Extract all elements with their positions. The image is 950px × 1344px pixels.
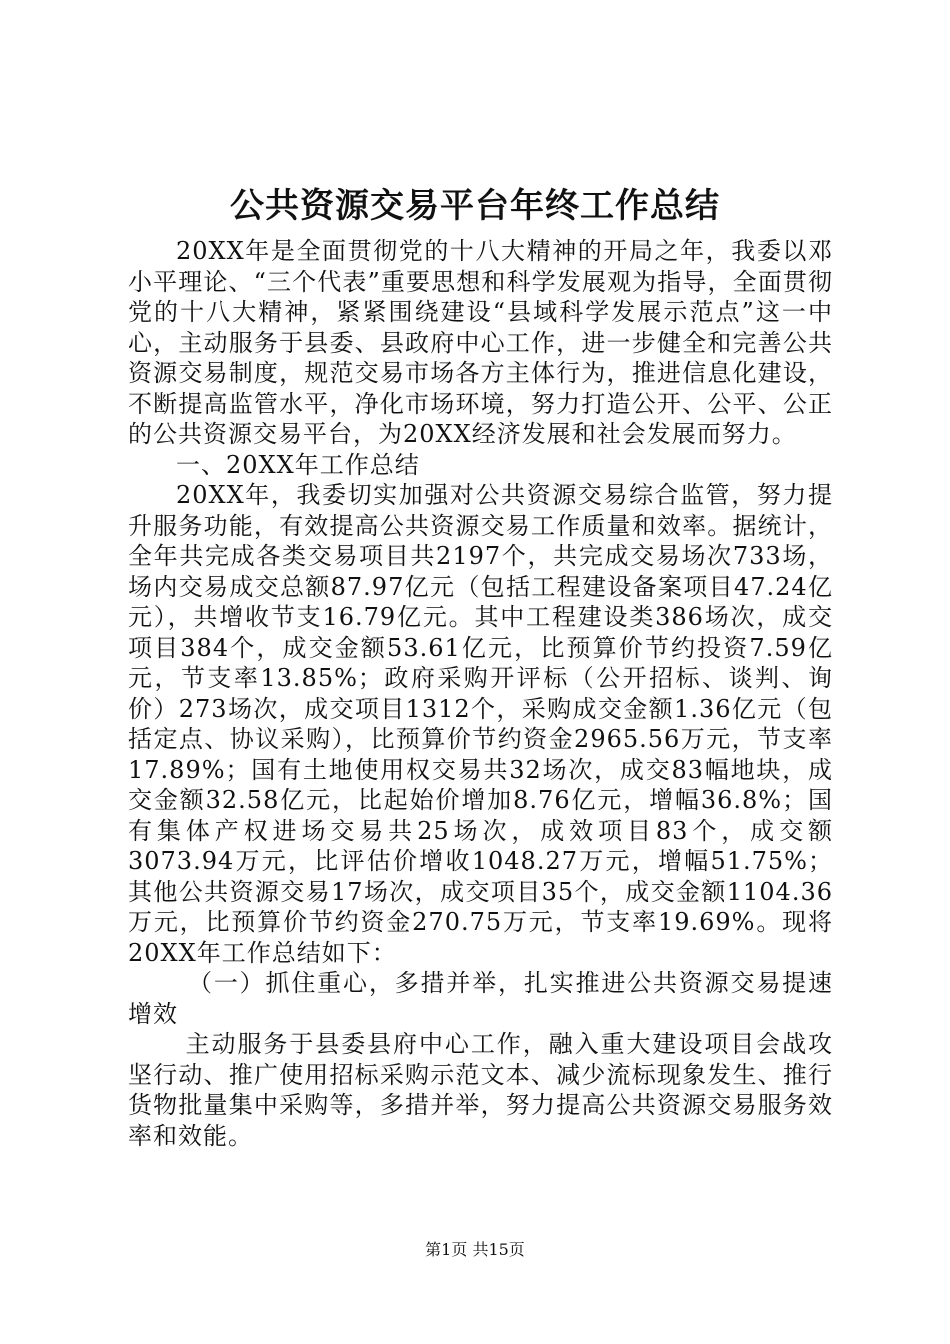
- paragraph-intro: 20XX年是全面贯彻党的十八大精神的开局之年，我委以邓小平理论、“三个代表”重要思想和科学发展观为指导，全面贯彻党的十八大精神，紧紧围绕建设“县域科学发展示范点”这一中心，主动服务于县委、县政府中心工作，进一步健全和完善公共资源交易制度，规范交易市场各方主体行为，推进信息化建设，不断提高监管水平，净化市场环境，努力打造公开、公平、公正的公共资源交易平台，为20XX经济发展和社会发展而努力。: [128, 237, 833, 448]
- document-body: [128, 236, 833, 1151]
- paragraph-statistics: 20XX年，我委切实加强对公共资源交易综合监管，努力提升服务功能，有效提高公共资源交易工作质量和效率。据统计，全年共完成各类交易项目共2197个，共完成交易场次733场，场内交易成交总额87.97亿元（包括工程建设备案项目47.24亿元），共增收节支16.79亿元。其中工程建设类386场次，成交项目384个，成交金额53.61亿元，比预算价节约投资7.59亿元，节支率13.85%；政府采购开评标（公开招标、谈判、询价）273场次，成交项目1312个，采购成交金额1.36亿元（包括定点、协议采购），比预算价节约资金2965.56万元，节支率17.89%；国有土地使用权交易共32场次，成交83幅地块，成交金额32.58亿元，比起始价增加8.76亿元，增幅36.8%；国有集体产权进场交易共25场次，成效项目83个，成交额3073.94万元，比评估价增收1048.27万元，增幅51.75%；其他公共资源交易17场次，成交项目35个，成交金额1104.36万元，比预算价节约资金270.75万元，节支率19.69%。现将20XX年工作总结如下：: [128, 481, 833, 967]
- paragraph-subsection-1: 主动服务于县委县府中心工作，融入重大建设项目会战攻坚行动、推广使用招标采购示范文本、减少流标现象发生、推行货物批量集中采购等，多措并举，努力提高公共资源交易服务效率和效能。: [128, 1030, 833, 1150]
- document-title: 公共资源交易平台年终工作总结: [230, 186, 720, 226]
- subsection-heading-1: （一）抓住重心，多措并举，扎实推进公共资源交易提速增效: [128, 969, 833, 1028]
- section-heading-summary: 一、20XX年工作总结: [176, 450, 420, 479]
- page-footer: 第1页 共15页: [425, 1240, 525, 1259]
